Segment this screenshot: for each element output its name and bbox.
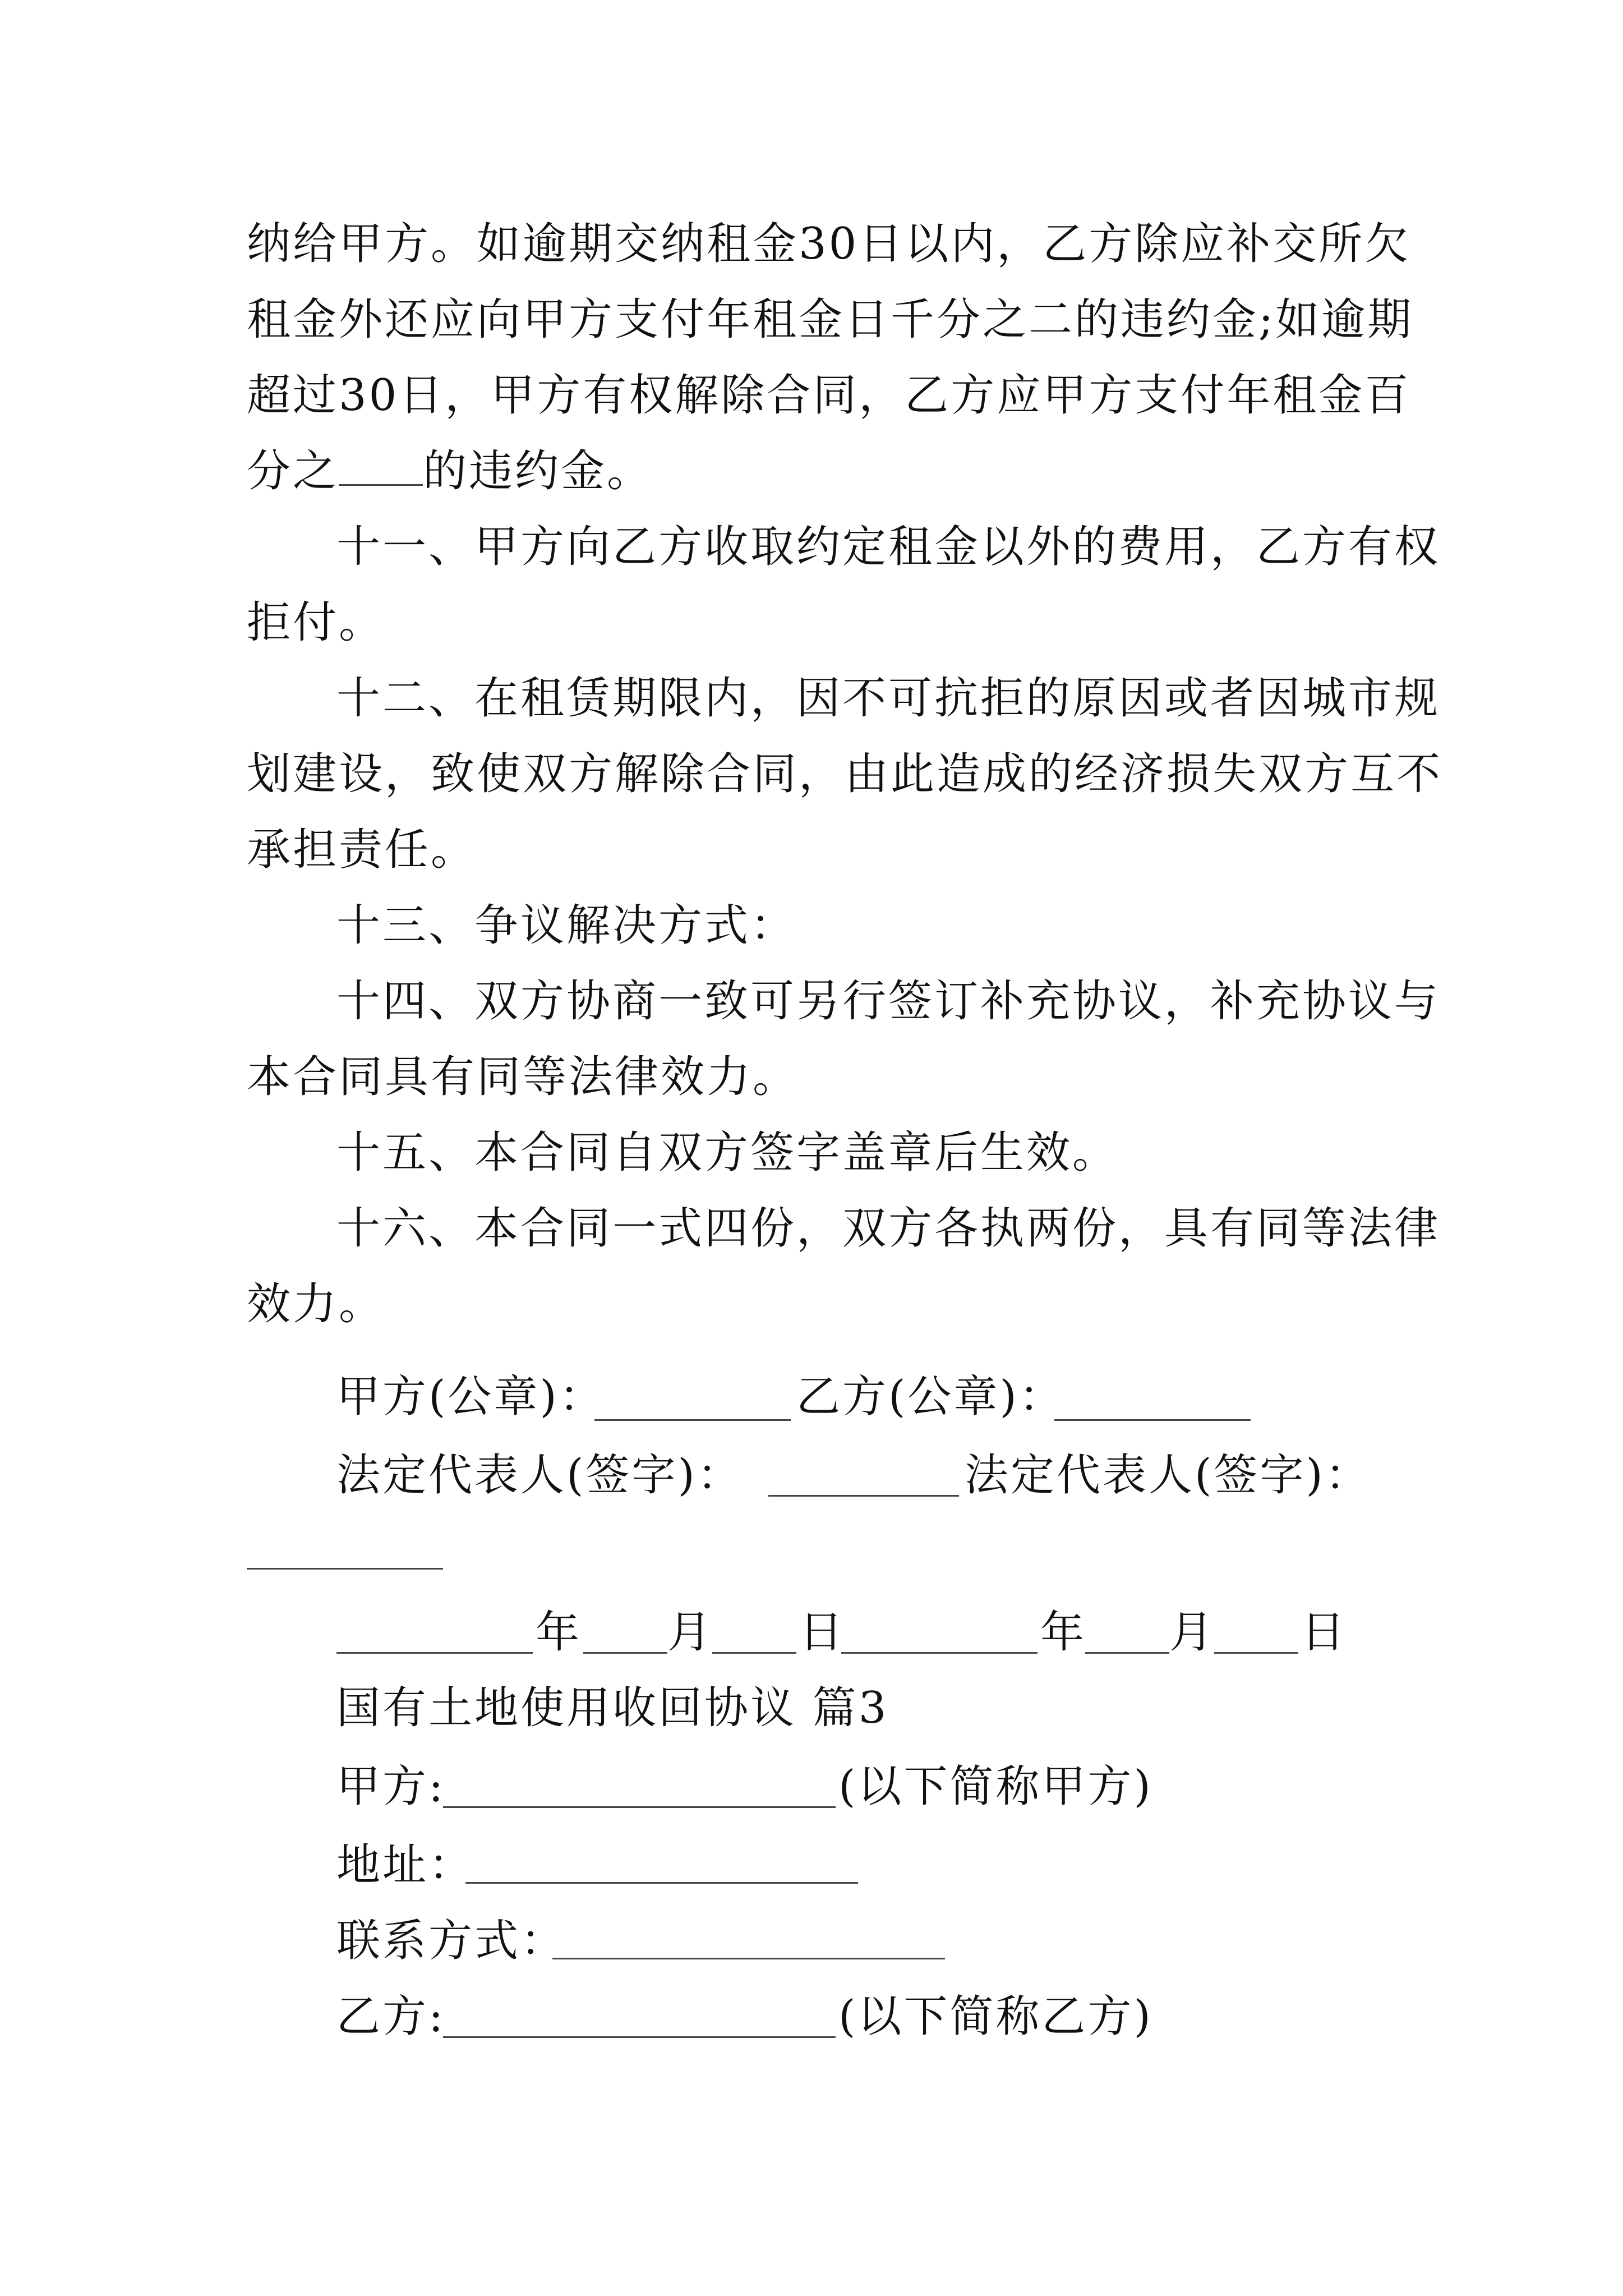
paragraph-line: [247, 443, 1380, 499]
text: 分之: [247, 446, 339, 496]
party-b-label: 乙方:: [336, 1991, 446, 2042]
contact-label: 联系方式：: [336, 1916, 567, 1966]
clause-16-line: 十六、本合同一式四份，双方各执两份，具有同等法律: [336, 1203, 1441, 1254]
party-a-seal-blank[interactable]: [594, 1419, 791, 1421]
party-b-rep-label: 法定代表人(签字)：: [965, 1450, 1371, 1501]
month-a-blank[interactable]: [583, 1652, 667, 1654]
contact-blank[interactable]: [552, 1958, 945, 1959]
day-b-blank[interactable]: [1214, 1652, 1298, 1654]
year-b-label: 年: [1040, 1607, 1087, 1658]
party-b-note: (以下简称乙方): [838, 1991, 1153, 2042]
party-a-note: (以下简称甲方): [838, 1761, 1153, 1812]
paragraph-line: 租金外还应向甲方支付年租金日千分之二的违约金;如逾期: [247, 295, 1414, 345]
party-a-blank[interactable]: [443, 1806, 836, 1808]
month-b-blank[interactable]: [1085, 1652, 1169, 1654]
clause-16-line: 效力。: [247, 1279, 385, 1329]
month-a-label: 月: [667, 1607, 714, 1658]
paragraph-line: 纳给甲方。如逾期交纳租金30日以内，乙方除应补交所欠: [247, 219, 1411, 269]
party-b-seal-blank[interactable]: [1054, 1419, 1251, 1421]
party-a-label: 甲方:: [336, 1761, 446, 1812]
clause-12-line: 划建设，致使双方解除合同，由此造成的经济损失双方互不: [247, 749, 1443, 799]
day-a-blank[interactable]: [712, 1652, 796, 1654]
party-a-seal-label: 甲方(公章)：: [336, 1372, 605, 1422]
clause-14-line: 本合同具有同等法律效力。: [247, 1052, 799, 1102]
clause-11-line: 十一、甲方向乙方收取约定租金以外的费用，乙方有权: [336, 522, 1441, 572]
clause-14-line: 十四、双方协商一致可另行签订补充协议，补充协议与: [336, 976, 1441, 1027]
blank-field: [339, 445, 423, 486]
year-a-label: 年: [536, 1607, 582, 1658]
clause-11-line: 拒付。: [247, 597, 385, 648]
party-a-rep-blank[interactable]: [768, 1495, 959, 1497]
section-title: 国有土地使用收回协议 篇3: [336, 1683, 889, 1733]
party-b-blank[interactable]: [443, 2036, 836, 2038]
month-b-label: 月: [1169, 1607, 1216, 1658]
party-a-rep-label: 法定代表人(签字)：: [336, 1450, 743, 1501]
address-label: 地址：: [336, 1840, 475, 1890]
clause-15-line: 十五、本合同自双方签字盖章后生效。: [336, 1128, 1119, 1178]
day-a-label: 日: [799, 1607, 846, 1658]
address-blank[interactable]: [465, 1882, 858, 1884]
text: 的违约金。: [423, 446, 653, 496]
party-b-rep-blank[interactable]: [247, 1568, 443, 1570]
day-b-label: 日: [1301, 1607, 1348, 1658]
year-a-blank[interactable]: [336, 1652, 533, 1654]
clause-12-line: 承担责任。: [247, 825, 477, 875]
paragraph-line: 超过30日，甲方有权解除合同，乙方应甲方支付年租金百: [247, 370, 1411, 421]
party-b-seal-label: 乙方(公章)：: [796, 1372, 1065, 1422]
year-b-blank[interactable]: [841, 1652, 1038, 1654]
clause-12-line: 十二、在租赁期限内，因不可抗拒的原因或者因城市规: [336, 673, 1441, 724]
clause-13-line: 十三、争议解决方式：: [336, 900, 797, 951]
